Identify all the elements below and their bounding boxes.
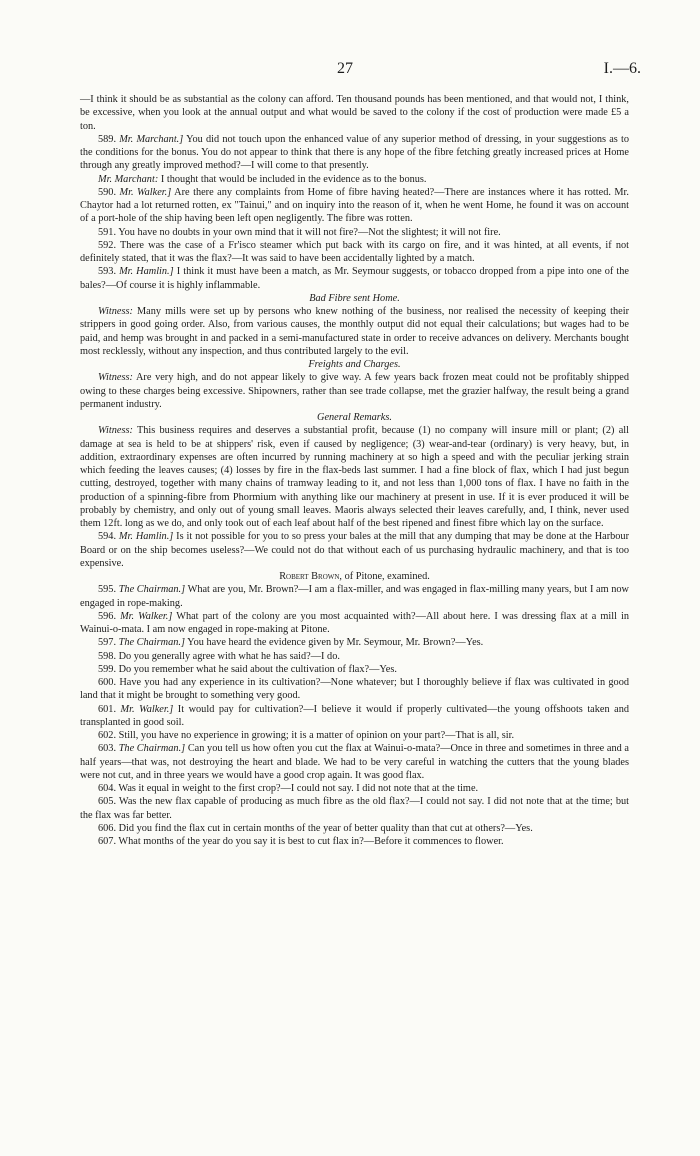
witness-name: Robert Brown [279, 571, 340, 582]
question-paragraph [80, 795, 629, 822]
paragraph-text: Did you find the flax cut in certain months of the year of better quality than that cut at others?—Yes. [118, 822, 533, 834]
question-number: 590. [98, 186, 117, 198]
paragraph-text: Still, you have no experience in growing; it is a matter of opinion on your part?—That is all, sir. [118, 730, 515, 741]
speaker-label: Witness: [98, 306, 133, 317]
section-heading: Bad Fibre sent Home. [309, 292, 400, 304]
question-number: 595. [98, 584, 117, 596]
text-paragraph [80, 173, 629, 186]
witness-heading [80, 570, 629, 583]
paragraph-text: There was the case of a Fr'isco steamer which put back with its cargo on fire, and it was hinted, at all events, if not definitely stated, that it was the flax?—It was said to have been accidentally lighted by a match. [80, 239, 629, 264]
text-paragraph [80, 424, 629, 530]
paragraph-text: Many mills were set up by persons who knew nothing of the business, nor realised the necessity of keeping their strippers in good going order. Also, from various causes, the monthly output did not equal their calculations; but wages had to be paid, and hemp was brought in and packed in a semi-manufactured state in order to receive advances on delivery. Merchants bought most recklessly, without any inspection, and thus contributed largely to the evil. [80, 306, 629, 357]
paragraph-text: What months of the year do you say it is best to cut flax in?—Before it commences to flower. [118, 836, 504, 847]
question-number: 601. [98, 703, 117, 715]
page-number: 27 [337, 60, 353, 77]
question-paragraph [80, 239, 629, 266]
question-paragraph [80, 676, 629, 703]
paragraph-text: Have you had any experience in its cultivation?—None whatever; but I thoroughly believe if flax was cultivated in good land that it might be brought to something very good. [80, 677, 629, 702]
speaker-label: Witness: [98, 372, 133, 384]
paragraph-text: You have no doubts in your own mind that it will not fire?—Not the slightest; it will not fire. [118, 226, 501, 238]
speaker-label: Mr. Walker.] [120, 610, 173, 622]
paragraph-text: It would pay for cultivation?—I believe it would if properly cultivated—the young offshoots taken and transplanted in good soil. [80, 703, 629, 728]
question-number: 604. [98, 783, 117, 794]
question-number: 606. [98, 822, 117, 834]
text-paragraph [80, 93, 629, 133]
question-paragraph [80, 782, 629, 795]
paragraph-text: You have heard the evidence given by Mr. Seymour, Mr. Brown?—Yes. [184, 637, 484, 649]
paragraph-text: I think it must have been a match, as Mr. Seymour suggests, or tobacco dropped from a pipe into one of the bales?—Of course it is highly inflammable. [80, 266, 629, 291]
paragraph-text: Are there any complaints from Home of fibre having heated?—There are instances where it has rotted. Mr. Chaytor had a lot returned rotten, ex "Tainui," and on inquiry into the reason of it, when he went Home, he found it was on account of a port-hole of the ship having been left open negligently. The fibre was rotten. [80, 186, 629, 225]
question-paragraph [80, 186, 629, 226]
paragraph-text: Do you remember what he said about the cultivation of flax?—Yes. [118, 663, 397, 675]
paragraph-text: I thought that would be included in the evidence as to the bonus. [158, 173, 427, 185]
speaker-label: Mr. Marchant.] [119, 133, 184, 145]
question-number: 602. [98, 730, 117, 741]
speaker-label: Witness: [98, 425, 133, 437]
question-number: 594. [98, 531, 117, 543]
question-number: 600. [98, 677, 117, 688]
question-paragraph [80, 133, 629, 173]
paragraph-text: —I think it should be as substantial as the colony can afford. Ten thousand pounds has been mentioned, and that would not, I think, be excessive, when you look at the annual output and what would be saved to the colony if the cost of production were made £5 a ton. [80, 94, 629, 132]
paragraph-text: Was the new flax capable of producing as much fibre as the old flax?—I could not say. I did not note that at the time; but the flax was far better. [80, 796, 629, 821]
witness-detail: , of Pitone, examined. [339, 571, 430, 582]
paragraph-text: Is it not possible for you to so press your bales at the mill that any dumping that may be done at the Harbour Board or on the ship becomes useless?—We could not do that without each of us purchasing hydraulic machinery, and that is too expensive. [80, 531, 629, 569]
question-number: 599. [98, 663, 117, 675]
question-number: 592. [98, 239, 117, 251]
page-header [0, 60, 700, 80]
question-paragraph [80, 530, 629, 570]
text-paragraph [80, 371, 629, 411]
question-paragraph [80, 583, 629, 610]
paragraph-text: Are very high, and do not appear likely to give way. A few years back frozen meat could not be profitably shipped owing to these charges being excessive. Shipowners, rather than see trade collapse, met the grazier halfway, the result being a grand permanent industry. [80, 372, 629, 410]
speaker-label: Mr. Walker.] [120, 703, 174, 715]
question-number: 603. [98, 743, 117, 755]
question-paragraph [80, 703, 629, 730]
question-number: 605. [98, 796, 117, 808]
paragraph-text: Can you tell us how often you cut the flax at Wainui-o-mata?—Once in three and sometimes in three and a half years—that was, not destroying the heart and blade. We had to be very careful in watching the cutters that the young blades were not cut, and in three years we would have a good crop again. It was good flax. [80, 743, 630, 781]
document-body [80, 93, 629, 848]
speaker-label: Mr. Hamlin.] [118, 531, 174, 543]
question-paragraph [80, 650, 629, 663]
speaker-label: The Chairman.] [118, 637, 185, 649]
question-number: 598. [98, 650, 117, 662]
paragraph-text: You did not touch upon the enhanced value of any superior method of dressing, in your suggestions as to the conditions for the bonus. You do not appear to think that there is any hope of the fibre fetching greatly increased prices at Home through any greatly improved method?—I will come to that presently. [80, 133, 629, 172]
question-paragraph [80, 822, 629, 835]
speaker-label: The Chairman.] [118, 584, 186, 596]
paragraph-text: Was it equal in weight to the first crop?—I could not say. I did not note that at the time. [118, 783, 479, 794]
question-number: 607. [98, 836, 117, 847]
paragraph-text: Do you generally agree with what he has said?—I do. [118, 650, 340, 662]
text-paragraph [80, 305, 629, 358]
question-number: 593. [98, 266, 117, 278]
paragraph-text: What part of the colony are you most acquainted with?—All about here. I was dressing flax at a mill in Wainui-o-mata. I am now engaged in rope-making at Pitone. [80, 610, 630, 635]
question-paragraph [80, 742, 629, 782]
speaker-label: The Chairman.] [118, 743, 186, 755]
paragraph-text: What are you, Mr. Brown?—I am a flax-miller, and was engaged in flax-milling many years, but I am now engaged in rope-making. [80, 584, 629, 609]
question-paragraph [80, 610, 629, 637]
document-reference: I.—6. [603, 60, 641, 77]
section-heading: Freights and Charges. [308, 359, 401, 370]
question-number: 589. [98, 133, 117, 145]
question-number: 596. [98, 610, 117, 622]
question-paragraph [80, 226, 629, 239]
question-paragraph [80, 729, 629, 742]
paragraph-text: This business requires and deserves a substantial profit, because (1) no company will insure mill or plant; (2) all damage at sea is held to be at shippers' risk, even if caused by negligence; (3) wear-and-tear (ordinary) is very heavy, but, in addition, extraordinary expenses are often incurred by running machinery at so high a speed and with the peculiar jerking strain which feeding the leaves causes; (4) losses by fire in the flax-beds last summer. I had a fine block of flax, which I had just begun cutting, destroyed, together with many chains of tramway leading to it, and not less than 1,000 tons of flax. I have no faith in the production of a spinning-fibre from Phormium with anything like our machinery at present in use. If it is ever produced it will be probably by chemistry, and only out of young small leaves. Maoris always selected their leaves carefully, and, I think, never used them 12ft. long as we do, and only took out of each leaf about half of the best ripened and finest fibre which lay on the surface. [80, 425, 629, 529]
question-number: 591. [98, 226, 117, 238]
speaker-label: Mr. Marchant: [98, 173, 159, 185]
question-number: 597. [98, 637, 117, 649]
question-paragraph [80, 663, 629, 676]
speaker-label: Mr. Hamlin.] [119, 266, 174, 278]
question-paragraph [80, 835, 629, 848]
speaker-label: Mr. Walker.] [119, 186, 172, 198]
question-paragraph [80, 636, 629, 649]
question-paragraph [80, 265, 629, 292]
section-heading: General Remarks. [317, 412, 392, 423]
